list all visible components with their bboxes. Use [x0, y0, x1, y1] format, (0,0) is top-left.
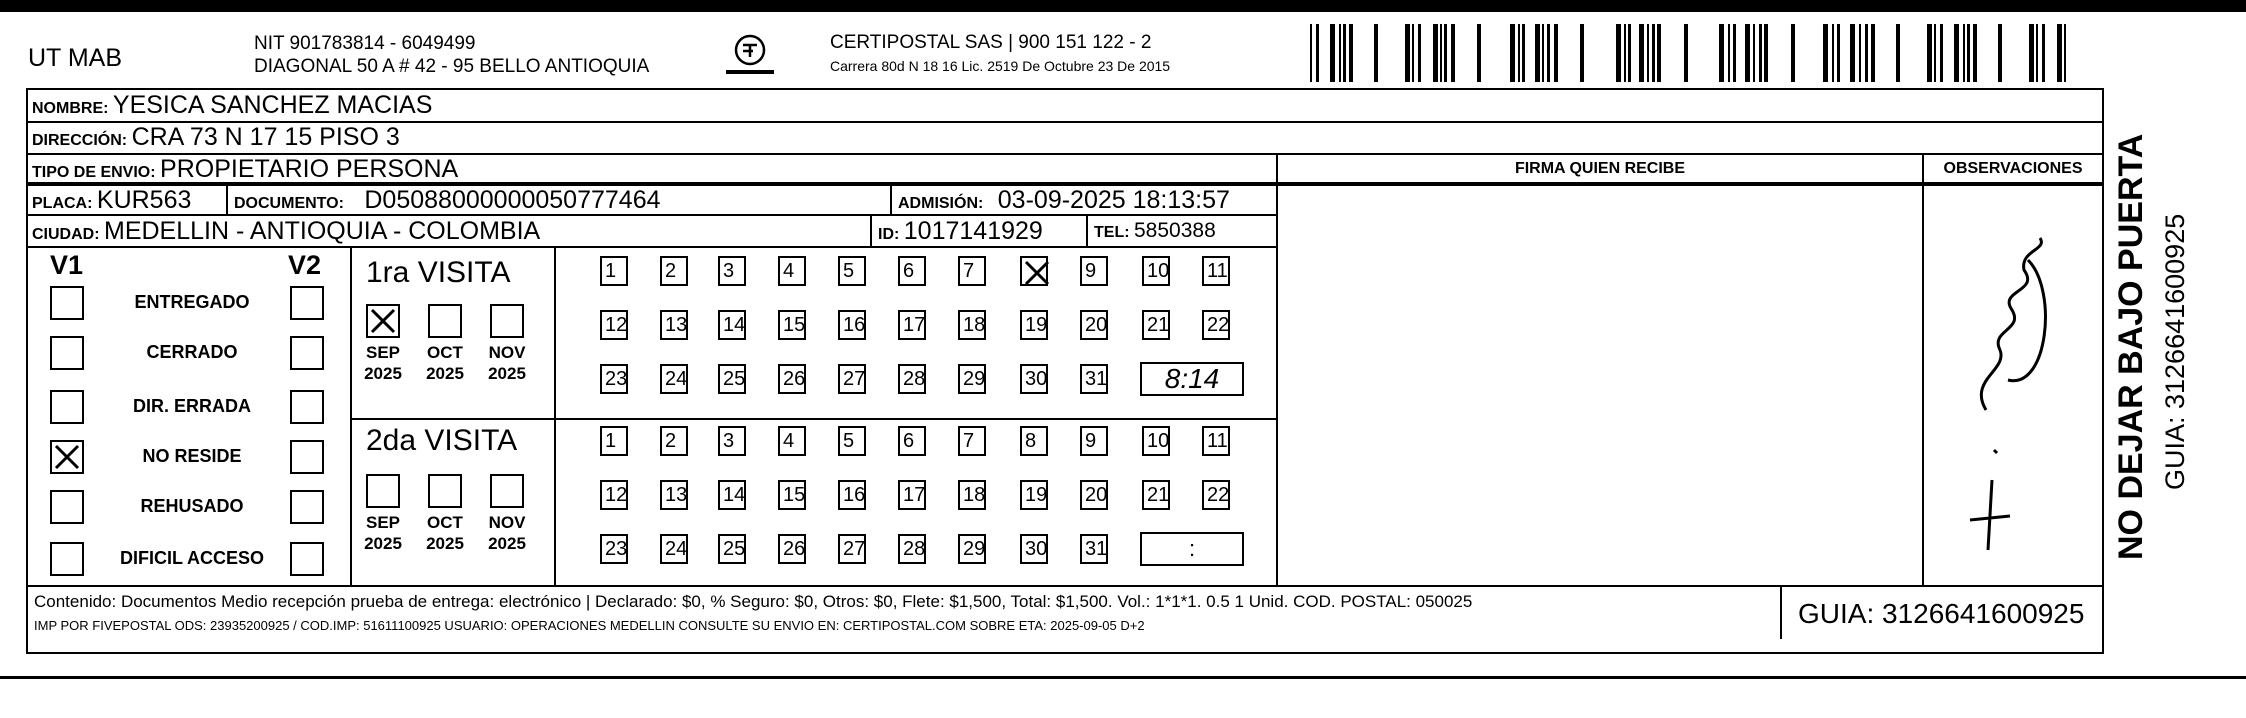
- second-day-box[interactable]: 28: [898, 534, 926, 564]
- first-day-box[interactable]: 14: [718, 310, 746, 340]
- first-day-box[interactable]: 7: [958, 256, 986, 286]
- footer-imp: IMP POR FIVEPOSTAL ODS: 23935200925 / COD.IMP: 51611100925 USUARIO: OPERACIONES MEDELLIN CONSULTE SU ENVIO EN: CERTIPOSTAL.COM SOBRE ETA: 2025-09-05 D+2: [34, 618, 1145, 633]
- id-value: 1017141929: [903, 217, 1043, 245]
- col-divider: [554, 246, 556, 585]
- first-day-box[interactable]: 19: [1020, 310, 1048, 340]
- second-day-box[interactable]: 22: [1202, 480, 1230, 510]
- status-option-label: DIFICIL ACCESO: [119, 548, 264, 568]
- v2-header: V2: [288, 250, 322, 280]
- barcode: [1310, 24, 2070, 82]
- second-day-box[interactable]: 20: [1080, 480, 1108, 510]
- admision-value: 03-09-2025 18:13:57: [997, 186, 1230, 214]
- direccion-value: CRA 73 N 17 15 PISO 3: [131, 123, 400, 151]
- first-visit-title: 1ra VISITA: [366, 256, 511, 289]
- first-day-box[interactable]: 30: [1020, 364, 1048, 394]
- first-day-box[interactable]: 22: [1202, 310, 1230, 340]
- first-day-box[interactable]: 21: [1142, 310, 1170, 340]
- second-day-box[interactable]: 2: [660, 426, 688, 456]
- first-day-box[interactable]: 25: [718, 364, 746, 394]
- first-day-box[interactable]: 15: [778, 310, 806, 340]
- footer-guia: GUIA: 3126641600925: [1798, 598, 2085, 629]
- second-month-label: SEP 2025: [364, 513, 402, 553]
- first-day-box[interactable]: 10: [1142, 256, 1170, 286]
- tel-label: TEL:: [1094, 224, 1130, 241]
- col-divider: [870, 214, 872, 246]
- v1-checkbox[interactable]: [50, 542, 84, 576]
- first-day-box[interactable]: 24: [660, 364, 688, 394]
- v1-checkbox[interactable]: [50, 440, 84, 474]
- second-day-box[interactable]: 16: [838, 480, 866, 510]
- second-day-box[interactable]: 26: [778, 534, 806, 564]
- second-month-label: NOV 2025: [488, 513, 526, 553]
- bottom-border: [0, 676, 2246, 679]
- placa-row: [32, 186, 191, 215]
- second-day-box[interactable]: 21: [1142, 480, 1170, 510]
- nombre-label: NOMBRE:: [32, 100, 109, 117]
- placa-value: KUR563: [96, 186, 192, 214]
- second-day-box[interactable]: 17: [898, 480, 926, 510]
- second-day-box[interactable]: 24: [660, 534, 688, 564]
- second-month-checkbox[interactable]: [428, 474, 462, 508]
- row-divider: [26, 246, 1276, 248]
- col-divider: [226, 184, 228, 214]
- v2-checkbox[interactable]: [290, 286, 324, 320]
- first-day-box[interactable]: 28: [898, 364, 926, 394]
- first-day-box[interactable]: 16: [838, 310, 866, 340]
- status-option-label: CERRADO: [146, 342, 238, 362]
- first-day-box[interactable]: 17: [898, 310, 926, 340]
- company-nit: NIT 901783814 - 6049499: [254, 33, 476, 54]
- direccion-row: [32, 123, 400, 152]
- second-day-box[interactable]: 9: [1080, 426, 1108, 456]
- first-month-checkbox[interactable]: [366, 304, 400, 338]
- firma-header: FIRMA QUIEN RECIBE: [1514, 160, 1686, 177]
- v2-checkbox[interactable]: [290, 440, 324, 474]
- tipo-value: PROPIETARIO PERSONA: [160, 155, 459, 183]
- second-month-checkbox[interactable]: [366, 474, 400, 508]
- v2-checkbox[interactable]: [290, 542, 324, 576]
- v2-checkbox[interactable]: [290, 390, 324, 424]
- second-day-box[interactable]: 25: [718, 534, 746, 564]
- v1-header: V1: [50, 250, 84, 280]
- nombre-value: YESICA SANCHEZ MACIAS: [112, 91, 433, 119]
- first-day-box[interactable]: [1020, 256, 1048, 286]
- second-day-box[interactable]: 8: [1020, 426, 1048, 456]
- first-day-box[interactable]: 4: [778, 256, 806, 286]
- second-day-box[interactable]: 12: [600, 480, 628, 510]
- second-day-box[interactable]: 30: [1020, 534, 1048, 564]
- no-dejar-bajo-puerta: NO DEJAR BAJO PUERTA: [2112, 133, 2150, 560]
- col-divider: [1780, 585, 1782, 639]
- status-option-label: DIR. ERRADA: [132, 396, 251, 416]
- status-option-label: NO RESIDE: [142, 446, 242, 466]
- observaciones-header: OBSERVACIONES: [1943, 160, 2083, 177]
- first-day-box[interactable]: 9: [1080, 256, 1108, 286]
- first-time-box[interactable]: 8:14: [1140, 362, 1244, 396]
- first-month-checkbox[interactable]: [490, 304, 524, 338]
- second-day-box[interactable]: 10: [1142, 426, 1170, 456]
- v2-checkbox[interactable]: [290, 490, 324, 524]
- v1-checkbox[interactable]: [50, 286, 84, 320]
- second-day-box[interactable]: 18: [958, 480, 986, 510]
- documento-row: [234, 186, 661, 215]
- v1-checkbox[interactable]: [50, 490, 84, 524]
- first-month-checkbox[interactable]: [428, 304, 462, 338]
- ciudad-row: [32, 217, 540, 246]
- second-day-box[interactable]: 15: [778, 480, 806, 510]
- col-divider: [1086, 214, 1088, 246]
- ciudad-label: CIUDAD:: [32, 226, 100, 243]
- id-label: ID:: [878, 226, 900, 243]
- status-option-label: REHUSADO: [140, 496, 244, 516]
- v1-checkbox[interactable]: [50, 390, 84, 424]
- second-day-box[interactable]: 14: [718, 480, 746, 510]
- handwritten-signature: [1928, 230, 2098, 560]
- second-day-box[interactable]: 23: [600, 534, 628, 564]
- id-row: [878, 217, 1043, 246]
- courier-license: Carrera 80d N 18 16 Lic. 2519 De Octubre 23 De 2015: [830, 58, 1171, 74]
- first-month-label: NOV 2025: [488, 343, 526, 383]
- col-divider: [1922, 153, 1924, 585]
- second-day-box[interactable]: 27: [838, 534, 866, 564]
- second-time-box[interactable]: :: [1140, 532, 1244, 566]
- second-month-checkbox[interactable]: [490, 474, 524, 508]
- footer-divider: [26, 585, 2104, 587]
- status-option-label: ENTREGADO: [134, 292, 250, 312]
- first-day-box[interactable]: 2: [660, 256, 688, 286]
- first-month-label: SEP 2025: [364, 343, 402, 383]
- company-address: DIAGONAL 50 A # 42 - 95 BELLO ANTIOQUIA: [254, 56, 650, 77]
- tipo-label: TIPO DE ENVIO:: [32, 164, 156, 181]
- row-divider: [350, 418, 1276, 420]
- ciudad-value: MEDELLIN - ANTIOQUIA - COLOMBIA: [104, 217, 541, 245]
- second-day-box[interactable]: 13: [660, 480, 688, 510]
- company-name: UT MAB: [28, 44, 122, 72]
- col-divider: [2102, 121, 2104, 585]
- second-day-box[interactable]: 4: [778, 426, 806, 456]
- second-day-box[interactable]: 11: [1202, 426, 1230, 456]
- tel-value: 5850388: [1134, 219, 1216, 242]
- tel-row: [1094, 219, 1216, 243]
- col-divider: [350, 246, 352, 585]
- second-day-box[interactable]: 7: [958, 426, 986, 456]
- first-day-box[interactable]: 12: [600, 310, 628, 340]
- second-day-box[interactable]: 5: [838, 426, 866, 456]
- v2-checkbox[interactable]: [290, 336, 324, 370]
- second-day-box[interactable]: 3: [718, 426, 746, 456]
- first-day-box[interactable]: 31: [1080, 364, 1108, 394]
- documento-value: D05088000000050777464: [364, 186, 661, 214]
- first-day-box[interactable]: 5: [838, 256, 866, 286]
- first-day-box[interactable]: 13: [660, 310, 688, 340]
- col-divider: [2102, 585, 2104, 639]
- second-day-box[interactable]: 1: [600, 426, 628, 456]
- first-day-box[interactable]: 1: [600, 256, 628, 286]
- first-day-box[interactable]: 18: [958, 310, 986, 340]
- placa-label: PLACA:: [32, 195, 93, 212]
- admision-label: ADMISIÓN:: [898, 195, 984, 212]
- second-day-box[interactable]: 6: [898, 426, 926, 456]
- direccion-label: DIRECCIÓN:: [32, 132, 128, 149]
- second-day-box[interactable]: 31: [1080, 534, 1108, 564]
- first-day-box[interactable]: 3: [718, 256, 746, 286]
- first-day-box[interactable]: 29: [958, 364, 986, 394]
- tipo-row: [32, 155, 458, 184]
- courier-name: CERTIPOSTAL SAS | 900 151 122 - 2: [830, 32, 1152, 53]
- second-day-box[interactable]: 29: [958, 534, 986, 564]
- nombre-row: [32, 91, 432, 120]
- certipostal-logo-icon: [712, 32, 788, 80]
- first-day-box[interactable]: 20: [1080, 310, 1108, 340]
- second-month-label: OCT 2025: [426, 513, 464, 553]
- top-border: [0, 0, 2246, 12]
- column-header-divider: [1276, 184, 2104, 186]
- v1-checkbox[interactable]: [50, 336, 84, 370]
- first-day-box[interactable]: 27: [838, 364, 866, 394]
- company-info: [254, 32, 649, 78]
- footer-contenido: Contenido: Documentos Medio recepción prueba de entrega: electrónico | Declarado: $0, % Seguro: $0, Otros: $0, Flete: $1,500, Total: $1,500. Vol.: 1*1*1. 0.5 1 Unid. COD. POSTAL: 050025: [34, 592, 1473, 611]
- col-divider: [890, 184, 892, 214]
- documento-label: DOCUMENTO:: [234, 195, 344, 212]
- side-guia: GUIA: 3126641600925: [2160, 213, 2190, 490]
- second-visit-title: 2da VISITA: [366, 424, 518, 457]
- first-month-label: OCT 2025: [426, 343, 464, 383]
- first-day-box[interactable]: 23: [600, 364, 628, 394]
- second-day-box[interactable]: 19: [1020, 480, 1048, 510]
- first-day-box[interactable]: 11: [1202, 256, 1230, 286]
- col-divider: [1276, 153, 1278, 585]
- first-day-box[interactable]: 26: [778, 364, 806, 394]
- admision-row: [898, 186, 1230, 215]
- first-day-box[interactable]: 6: [898, 256, 926, 286]
